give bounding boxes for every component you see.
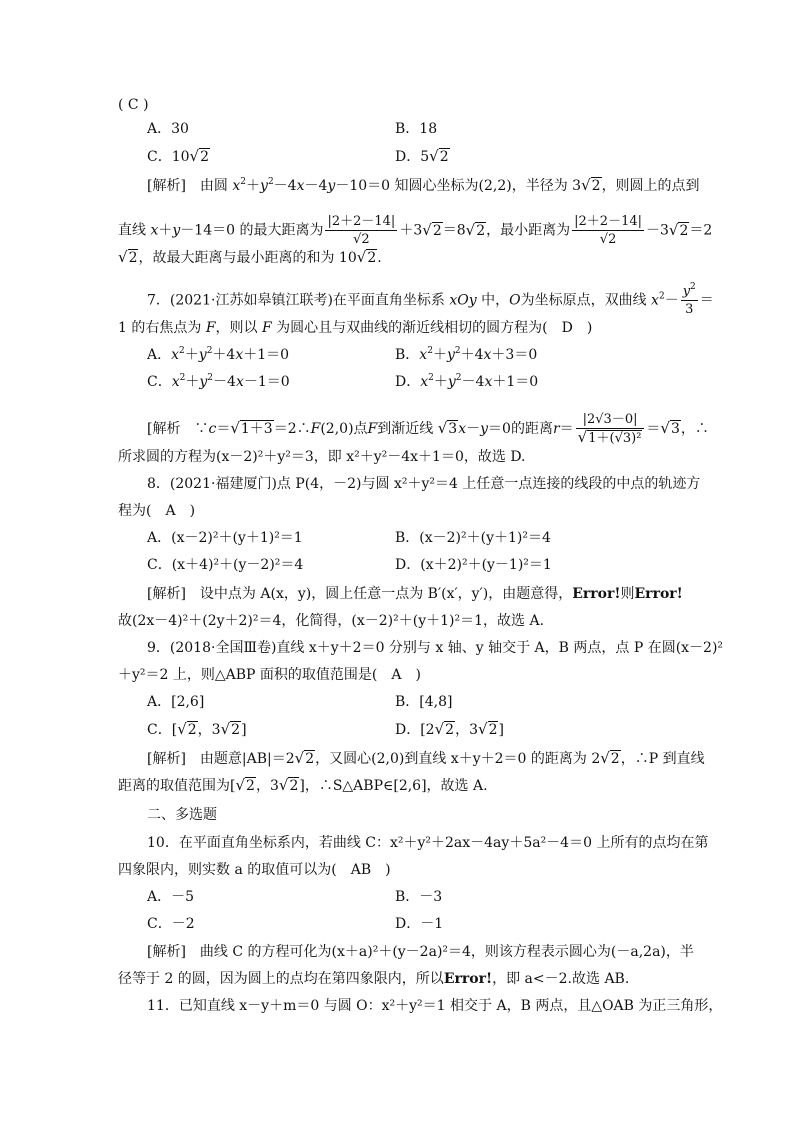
option-9d: D．[2√2，3√2] [395, 720, 504, 738]
solution-7-line-2: 所求圆的方程为(x－2)²＋y²＝3，即 x²＋y²－4x＋1＝0，故选 D. [118, 449, 526, 465]
option-9b: B．[4,8] [395, 694, 453, 710]
option-10c: C．－2 [147, 916, 195, 932]
option-8b: B．(x－2)²＋(y＋1)²＝4 [395, 530, 551, 546]
solution-9-line-1: [解析] 由题意|AB|＝2√2，又圆心(2,0)到直线 x＋y＋2＝0 的距离为 2√2，∴P 到直线 [147, 749, 705, 767]
option-10a: A．－5 [147, 889, 195, 905]
option-8a: A．(x－2)²＋(y＋1)²＝1 [147, 530, 303, 546]
option-a: A．30 [147, 121, 189, 137]
question-10-line-2: 四象限内，则实数 a 的取值可以为( AB ) [118, 862, 391, 878]
option-10d: D．－1 [395, 916, 444, 932]
option-8c: C．(x＋4)²＋(y－2)²＝4 [147, 557, 304, 573]
question-8-line-1: 8．(2021·福建厦门)点 P(4，－2)与圆 x²＋y²＝4 上任意一点连接的线段的中点的轨迹方 [147, 476, 701, 492]
question-10-line-1: 10．在平面直角坐标系内，若曲线 C：x²＋y²＋2ax－4ay＋5a²－4＝0 上所有的点均在第 [147, 835, 709, 851]
solution-10-line-1: [解析] 曲线 C 的方程可化为(x＋a)²＋(y－2a)²＝4，则该方程表示圆心为(－a,2a)，半 [147, 944, 694, 960]
section-heading: 二、多选题 [147, 807, 217, 823]
option-8d: D．(x＋2)²＋(y－1)²＝1 [395, 557, 552, 573]
question-9-line-1: 9．(2018·全国Ⅲ卷)直线 x＋y＋2＝0 分别与 x 轴、y 轴交于 A，B 两点，点 P 在圆(x－2)² [147, 640, 724, 656]
solution-9-line-2: 距离的取值范围为[√2，3√2]，∴S△ABP∈[2,6]，故选 A. [118, 776, 488, 794]
question-8-line-2: 程为( A ) [118, 503, 196, 519]
option-7c: C．$x^2+y^2-4x-1=0$ [147, 373, 290, 390]
solution-8-line-1: [解析] 设中点为 A(x，y)，圆上任意一点为 B′(x′，y′)，由题意得，Error!则Error! [147, 586, 683, 602]
option-9a: A．[2,6] [147, 694, 205, 710]
question-9-line-2: ＋y²＝2 上，则△ABP 面积的取值范围是( A ) [118, 667, 421, 683]
option-7a: A．$x^2+y^2+4x+1=0$ [147, 346, 290, 363]
solution-6-line-2: 直线 x＋y－14＝0 的最大距离为 $\frac{|2+2-14|}{√2}$ ＋3√2＝8√2，最小距离为 $\frac{|2+2-14|}{√2}$ －3√2＝2 [118, 214, 713, 247]
option-d: D．5√2 [395, 147, 449, 165]
question-7-line-1: 7．(2021·江苏如皋镇江联考)在平面直角坐标系 xOy 中，O为坐标原点，双曲线 $x^2-$ $\frac{y^2}{3}$ ＝ [147, 282, 714, 317]
solution-10-line-2: 径等于 2 的圆，因为圆上的点均在第四象限内，所以Error!，即 a<－2.故选 AB. [118, 971, 630, 987]
answer-bracket: ( C ) [118, 97, 149, 113]
option-9c: C．[√2，3√2] [147, 720, 247, 738]
solution-6-line-1: [解析] 由圆 $x^2+y^2-4x-4y-10=0$ 知圆心坐标为(2,2)，半径为 3√2，则圆上的点到 [147, 176, 700, 194]
option-c: C．10√2 [147, 147, 210, 165]
option-10b: B．－3 [395, 889, 443, 905]
question-11-line-1: 11．已知直线 x－y＋m＝0 与圆 O：x²＋y²＝1 相交于 A，B 两点，且△OAB 为正三角形， [147, 998, 723, 1014]
solution-7-line-1: [解析 ∵c＝√1＋3＝2∴F(2,0)点F到渐近线 √3x－y＝0的距离r＝ $\frac{|2√3-0|}{\text{√1＋(√3)²}}$ ＝√3，∴ [147, 412, 709, 446]
option-7d: D．$x^2+y^2-4x+1=0$ [395, 373, 539, 390]
option-b: B．18 [395, 121, 438, 137]
solution-8-line-2: 故(2x－4)²＋(2y＋2)²＝4，化简得，(x－2)²＋(y＋1)²＝1，故选 A. [118, 613, 545, 629]
question-7-line-2: 1 的右焦点为 F，则以 F 为圆心且与双曲线的渐近线相切的圆方程为( D ) [118, 320, 593, 336]
option-7b: B．$x^2+y^2+4x+3=0$ [395, 346, 538, 363]
solution-6-line-3: √2，故最大距离与最小距离的和为 10√2. [118, 248, 382, 266]
